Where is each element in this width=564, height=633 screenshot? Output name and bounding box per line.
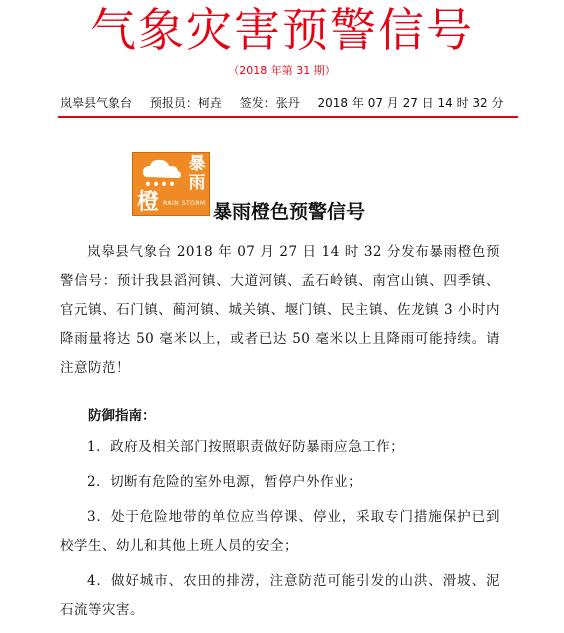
warning-body: 岚皋县气象台 2018 年 07 月 27 日 14 时 32 分发布暴雨橙色预警信号：预计我县滔河镇、大道河镇、孟石岭镇、南宫山镇、四季镇、官元镇、石门镇、蔺河镇、城关镇、堰门镇、民主镇、佐龙镇 3 小时内降雨量将达 50 毫米以上，或者已达 50 毫米以上且降雨可能持续。请注意防范！ — [60, 244, 500, 376]
forecaster: 预报员：柯垚 — [149, 96, 222, 110]
guide-item: 1．政府及相关部门按照职责做好防暴雨应急工作； — [87, 439, 405, 455]
signal-type-chars — [186, 155, 208, 193]
guide-item: 3．处于危险地带的单位应当停课、停业，采取专门措施保护已到校学生、幼儿和其他上班人员的安全； — [60, 509, 500, 554]
guide-heading: 防御指南： — [88, 408, 156, 424]
red-divider — [58, 116, 518, 118]
signal-char-1: 暴 — [188, 154, 206, 174]
signal-char-2: 雨 — [188, 173, 206, 193]
guide-item: 4．做好城市、农田的排涝，注意防范可能引发的山洪、滑坡、泥石流等灾害。 — [60, 573, 500, 618]
guide-list — [60, 433, 500, 631]
rain-cloud-icon — [139, 157, 185, 193]
issue-datetime: 2018 年 07 月 27 日 14 时 32 分 — [317, 96, 504, 110]
signal-color-char: 橙 — [137, 190, 160, 215]
guide-item: 2．切断有危险的室外电源，暂停户外作业； — [87, 474, 363, 490]
signal-title: 暴雨橙色预警信号 — [213, 201, 366, 223]
document-meta — [60, 94, 524, 111]
agency-name: 岚皋县气象台 — [60, 96, 133, 110]
signal-tag: RAIN STORM — [163, 200, 206, 207]
signer: 签发：张丹 — [239, 96, 300, 110]
issue-number: （2018 年第 31 期） — [228, 64, 336, 77]
document-title: 气象灾害预警信号 — [90, 3, 474, 57]
rainstorm-orange-signal-icon — [132, 152, 210, 216]
